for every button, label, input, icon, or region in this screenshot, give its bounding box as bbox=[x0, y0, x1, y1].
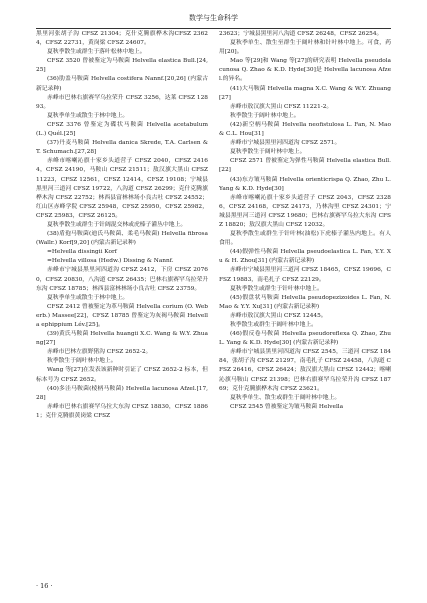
right-column bbox=[219, 30, 391, 568]
paragraph: 夏秋季散生或群生于针叶林(油松)下虎榛子灌丛内地上。有人食用。 bbox=[219, 231, 391, 247]
paragraph: (37)丹麦马鞍菌 Helvella danica Skrede, T.A. Carlsen & T. Schumach.[27,28] bbox=[36, 140, 208, 156]
paragraph: 赤峰市喀喇沁旗十家乡头道营子 CFSZ 2040，CFSZ 24164，CFSZ 24190，马鞍山 CFSZ 21511；敖汉旗大黑山 CFSZ 11223，CFSZ 12561，CFSZ 12414，CFSZ 19108；宁城县黑里河三道河 CFSZ 19722，八沟道 CFSZ 26299；克什克腾旗桦木沟 CFSZ 22752；林西县富林林场小良古吐 CFSZ 24552；红山区赤峰学院 CFSZ 25948，CFSZ 25950，CFSZ 25982，CFSZ 25983，CFSZ 26125。 bbox=[36, 158, 208, 219]
paragraph: (43)东方皱马鞍菌 Helvella orienticrispa Q. Zhao, Zhu L. Yang & K.D. Hyde[30] bbox=[219, 176, 391, 192]
paragraph: 夏秋季散生或群生于针阔混交林或虎榛子灌丛中地上。 bbox=[47, 221, 187, 228]
paragraph: Wang 等[27]在发表该新种时引证了 CFSZ 2652-2 标本，但标本号为 CFSZ 2652。 bbox=[36, 367, 208, 383]
paragraph: 夏秋季单生、散生或群生于阔叶林中地上。 bbox=[230, 394, 341, 401]
paragraph: (38)盾孢马鞍菌(迪氏马鞍菌、柔毛马鞍菌) Helvella fibrosa (Wallr.) Korf[9,20] (内蒙古新记录种) bbox=[36, 231, 208, 247]
body-columns bbox=[36, 30, 392, 568]
paragraph: CFSZ 3520 曾被鉴定为马鞍菌 Helvella elastica Bull.[24,25] bbox=[36, 58, 208, 74]
paragraph: 赤峰市喀喇沁旗十家乡头道营子 CFSZ 2043，CFSZ 23286，CFSZ 24168，CFSZ 24173，乃林沟里 CFSZ 24301；宁城县黑里河三道河 CFSZ 19680；巴林右旗赛罕乌拉大东沟 CFSZ 18820；敖汉旗大黑山 CFSZ 12032。 bbox=[219, 194, 391, 228]
paragraph: 秋季散生于阔叶林中地上。 bbox=[47, 358, 117, 365]
paragraph: 夏秋季单生或散生于林中地上。 bbox=[47, 294, 129, 301]
paragraph: 夏秋季单生、散生至群生于阔叶林和针叶林中地上。可食，药用[20]。 bbox=[219, 40, 391, 56]
page-number: · 16 · bbox=[36, 582, 53, 590]
paragraph: 赤峰市宁城县黑里河四道沟 CFSZ 2545，三道河 CFSZ 18484，张胡子沟 CFSZ 21297，南毛扎子 CFSZ 24458，八沟道 CFSZ 26416，CFSZ 26424；敖汉旗大黑山 CFSZ 12442；喀喇沁旗马鞍山 CFSZ 21398；巴林右旗赛罕乌拉荣升沟 CFSZ 18769；克什克腾旗桦木沟 CFSZ 23621。 bbox=[219, 349, 391, 392]
paragraph: 赤峰市巴林右旗赛罕乌拉大东沟 CFSZ 18830，CFSZ 18861；克什克腾旗黄岗梁 CFSZ bbox=[36, 403, 208, 419]
paragraph: (41)大马鞍菌 Helvella magna X.C. Wang & W.Y. Zhuang[27] bbox=[219, 85, 391, 101]
paragraph: (42)新空柄马鞍菌 Helvella neofistulosa L. Fan, N. Mao & C.L. Hou[31] bbox=[219, 121, 391, 138]
paragraph: Mao 等[29]和 Wang 等[27]的研究表明 Helvella pseudolacunosa Q. Zhao & K.D. Hyde[30]是 Helvella lacunosa Afzel.的异名。 bbox=[219, 58, 391, 83]
paragraph: (46)假反卷马鞍菌 Helvella pseudoreflexa Q. Zhao, Zhu L. Yang & K.D. Hyde[30] (内蒙古新记录种) bbox=[219, 331, 391, 347]
paragraph: 夏秋季散生或群生于针叶林中地上。 bbox=[230, 285, 323, 292]
paragraph: 秋季散生或群生于阔叶林中地上。 bbox=[230, 322, 317, 328]
paragraph: CFSZ 3376 曾鉴定为碟状马鞍菌 Helvella acetabulum (L.) Quél.[25] bbox=[36, 121, 208, 138]
paragraph: CFSZ 2545 曾被鉴定为皱马鞍菌 Helvella bbox=[230, 403, 344, 410]
paragraph: (40)多洼马鞍菌(棱柄马鞍菌) Helvella lacunosa Afzel.[17,28] bbox=[36, 385, 208, 401]
paragraph: 23623；宁城县黑里河八沟道 CFSZ 26248，CFSZ 26254。 bbox=[219, 31, 383, 37]
paragraph: 赤峰市敖汉旗大黑山 CFSZ 12445。 bbox=[230, 312, 327, 319]
paragraph: 夏秋季单生或散生于林中地上。 bbox=[47, 112, 129, 119]
paragraph: (44)假弹性马鞍菌 Helvella pseudoelastica L. Fan, Y.Y. Xu & H. Zhou[31] (内蒙古新记录种) bbox=[219, 249, 391, 265]
paragraph: CFSZ 2412 曾被鉴定为革马鞍菌 Helvella corium (O. Weberb.) Massee[22]，CFSZ 18785 曾鉴定为灰褐马鞍菌 Helvella ephippium Lév.[25]。 bbox=[36, 303, 208, 328]
paragraph: 黑里河张胡子沟 CFSZ 21304；克什克腾旗桦木沟CFSZ 23624，CFSZ 22731，黄岗梁 CFSZ 24607。 bbox=[36, 31, 208, 47]
paragraph: =Helvella dissingii Korf bbox=[47, 249, 117, 256]
paragraph: 赤峰市宁城县黑里河三道河 CFSZ 18465，CFSZ 19696，CFSZ 19883，南毛扎子 CFSZ 22129。 bbox=[219, 267, 391, 283]
left-column bbox=[36, 30, 208, 568]
paragraph: (45)假盘状马鞍菌 Helvella pseudopezizoides L. Fan, N. Mao & Y.Y. Xu[31] (内蒙古新记录种) bbox=[219, 294, 391, 310]
paragraph: 夏秋季散生于阔叶林中地上。 bbox=[230, 149, 306, 156]
paragraph: 赤峰市巴林右旗赛罕乌拉荣升 CFSZ 3256，达莱 CFSZ 12893。 bbox=[36, 94, 208, 110]
paragraph: (39)黄氏马鞍菌 Helvella huangii X.C. Wang & W.Y. Zhuang[27] bbox=[36, 331, 208, 347]
journal-title: 数学与生命科学 bbox=[189, 14, 238, 22]
running-header bbox=[36, 12, 391, 29]
paragraph: 秋季散生于阔叶林中地上。 bbox=[230, 112, 300, 119]
paragraph: (36)肋盖马鞍菌 Helvella costifera Nannf.[20,26] (内蒙古新记录种) bbox=[36, 76, 208, 92]
paragraph: 夏秋季散生或群生于落叶松林中地上。 bbox=[47, 49, 146, 56]
paragraph: 赤峰市宁城县黑里河四道沟 CFSZ 2412，下房 CFSZ 20760，CFSZ 20830，八沟道 CFSZ 26435；巴林右旗赛罕乌拉荣升东沟 CFSZ 18785；林西县富林林场小良古吐 CFSZ 23759。 bbox=[36, 267, 208, 292]
paragraph: 赤峰市敖汉旗大黑山 CFSZ 11221-2。 bbox=[230, 103, 333, 110]
paragraph: 赤峰市宁城县黑里河四道沟 CFSZ 2571。 bbox=[230, 140, 341, 147]
paragraph: 赤峰市巴林左旗野猪沟 CFSZ 2652-2。 bbox=[47, 349, 152, 356]
paragraph: CFSZ 2571 曾被鉴定为弹性马鞍菌 Helvella elastica Bull.[22] bbox=[219, 158, 391, 174]
paragraph: =Helvella villosa (Hedw.) Dissing & Nannf. bbox=[47, 258, 174, 265]
